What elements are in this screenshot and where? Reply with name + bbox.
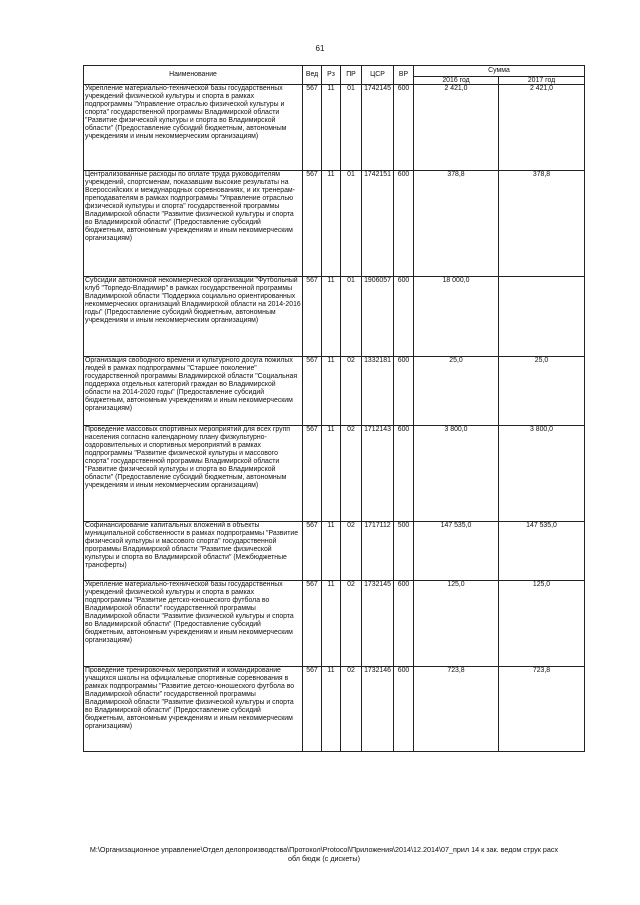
row-csr: 1332181 — [362, 357, 394, 426]
row-ved: 567 — [303, 357, 322, 426]
row-ved: 567 — [303, 581, 322, 667]
table-row — [84, 85, 585, 171]
row-pr: 02 — [341, 426, 362, 522]
header-vr: ВР — [394, 66, 414, 85]
table-row — [84, 357, 585, 426]
row-sum-2017 — [499, 277, 585, 357]
row-pr: 02 — [341, 522, 362, 581]
row-rz: 11 — [322, 522, 341, 581]
table-header — [84, 66, 585, 85]
row-rz: 11 — [322, 581, 341, 667]
row-csr: 1717112 — [362, 522, 394, 581]
row-pr: 01 — [341, 171, 362, 277]
row-sum-2017: 147 535,0 — [499, 522, 585, 581]
file-path-footer — [60, 845, 588, 863]
row-sum-2017: 3 800,0 — [499, 426, 585, 522]
footer-line-1: M:\Организационное управление\Отдел делопроизводства\Протокол\Protocol\Приложения\2014\12.2014\07_прил 14 к зак. ведом струк расх — [89, 845, 559, 854]
row-sum-2016: 3 800,0 — [414, 426, 499, 522]
budget-table — [83, 65, 585, 752]
row-sum-2017: 2 421,0 — [499, 85, 585, 171]
header-csr: ЦСР — [362, 66, 394, 85]
footer-line-2: обл бюдж (с дискеты) — [288, 854, 360, 863]
row-sum-2017: 378,8 — [499, 171, 585, 277]
row-sum-2016: 723,8 — [414, 667, 499, 752]
page-number: 61 — [315, 44, 325, 53]
row-name: Софинансирование капитальных вложений в объекты муниципальной собственности в рамках подпрограммы "Развитие физической культуры и массового спорта" государственной программы Владимирской области "Развитие физической культуры и спорта во Владимирской области" (Межбюджетные трансферты) — [84, 522, 303, 581]
row-name: Проведение массовых спортивных мероприятий для всех групп населения согласно календарному плану физкультурно-оздоровительных и спортивных мероприятий в рамках подпрограммы "Развитие физической культуры и массового спорта" государственной программы Владимирской области "Развитие физической культуры и спорта во Владимирской области" (Предоставление субсидий бюджетным, автономным учреждениям и иным некоммерческим организациям) — [84, 426, 303, 522]
row-rz: 11 — [322, 85, 341, 171]
row-name: Централизованные расходы по оплате труда руководителям учреждений, спортсменам, показавшим высокие результаты на Всероссийских и международных соревнованиях, и их тренерам-преподавателям в рамках подпрограммы "Управление отраслью физической культуры и спорта" государственной программы Владимирской области "Развитие физической культуры и спорта во Владимирской области" (Предоставление субсидий бюджетным, автономным учреждениям и иным некоммерческим организациям) — [84, 171, 303, 277]
row-vr: 600 — [394, 667, 414, 752]
row-vr: 500 — [394, 522, 414, 581]
row-sum-2017: 25,0 — [499, 357, 585, 426]
row-sum-2016: 125,0 — [414, 581, 499, 667]
header-ved: Вед — [303, 66, 322, 85]
row-sum-2016: 147 535,0 — [414, 522, 499, 581]
row-name: Субсидии автономной некоммерческой организации "Футбольный клуб "Торпедо-Владимир" в рамках государственной программы Владимирской области "Поддержка социально ориентированных некоммерческих организаций Владимирской области на 2014-2016 годы" (Предоставление субсидий бюджетным, автономным учреждениям и иным некоммерческим организациям) — [84, 277, 303, 357]
row-name: Укрепление материально-технической базы государственных учреждений физической культуры и спорта в рамках подпрограммы "Развитие детско-юношеского футбола во Владимирской области" государственной программы Владимирской области "Развитие физической культуры и спорта во Владимирской области" (Предоставление субсидий бюджетным, автономным учреждениям и иным некоммерческим организациям) — [84, 581, 303, 667]
header-name: Наименование — [84, 66, 303, 85]
row-vr: 600 — [394, 357, 414, 426]
row-ved: 567 — [303, 171, 322, 277]
header-pr: ПР — [341, 66, 362, 85]
row-name: Укрепление материально-технической базы государственных учреждений физической культуры и спорта в рамках подпрограммы "Управление отраслью физической культуры и спорта" государственной программы Владимирской области "Развитие физической культуры и спорта во Владимирской области" (Предоставление субсидий бюджетным, автономным учреждениям и иным некоммерческим организациям) — [84, 85, 303, 171]
row-csr: 1732146 — [362, 667, 394, 752]
row-csr: 1742151 — [362, 171, 394, 277]
table-row — [84, 277, 585, 357]
row-sum-2016: 18 000,0 — [414, 277, 499, 357]
row-rz: 11 — [322, 277, 341, 357]
header-2016: 2016 год — [414, 77, 499, 85]
row-ved: 567 — [303, 277, 322, 357]
row-csr: 1906057 — [362, 277, 394, 357]
table-row — [84, 522, 585, 581]
row-vr: 600 — [394, 277, 414, 357]
row-sum-2016: 25,0 — [414, 357, 499, 426]
row-pr: 01 — [341, 85, 362, 171]
row-pr: 02 — [341, 357, 362, 426]
table-row — [84, 667, 585, 752]
table-row — [84, 171, 585, 277]
header-sum: Сумма — [414, 66, 585, 77]
row-rz: 11 — [322, 171, 341, 277]
row-pr: 02 — [341, 667, 362, 752]
row-name: Организация свободного времени и культурного досуга пожилых людей в рамках подпрограммы "Старшее поколение" государственной программы Владимирской области "Социальная поддержка отдельных категорий граждан во Владимирской области на 2014-2020 годы" (Предоставление субсидий бюджетным, автономным учреждениям и иным некоммерческим организациям) — [84, 357, 303, 426]
row-vr: 600 — [394, 171, 414, 277]
row-ved: 567 — [303, 85, 322, 171]
row-csr: 1712143 — [362, 426, 394, 522]
row-ved: 567 — [303, 667, 322, 752]
row-sum-2016: 2 421,0 — [414, 85, 499, 171]
row-rz: 11 — [322, 357, 341, 426]
row-vr: 600 — [394, 581, 414, 667]
row-pr: 02 — [341, 581, 362, 667]
row-rz: 11 — [322, 667, 341, 752]
table-row — [84, 426, 585, 522]
row-pr: 01 — [341, 277, 362, 357]
row-vr: 600 — [394, 85, 414, 171]
row-sum-2016: 378,8 — [414, 171, 499, 277]
row-vr: 600 — [394, 426, 414, 522]
row-ved: 567 — [303, 426, 322, 522]
header-rz: Рз — [322, 66, 341, 85]
row-csr: 1742145 — [362, 85, 394, 171]
row-name: Проведение тренировочных мероприятий и командирование учащихся школы на официальные спортивные соревнования в рамках подпрограммы "Развитие детско-юношеского футбола во Владимирской области" государственной программы Владимирской области "Развитие физической культуры и спорта во Владимирской области" (Предоставление субсидий бюджетным, автономным учреждениям и иным некоммерческим организациям) — [84, 667, 303, 752]
row-csr: 1732145 — [362, 581, 394, 667]
row-sum-2017: 723,8 — [499, 667, 585, 752]
table-body — [84, 85, 585, 752]
header-2017: 2017 год — [499, 77, 585, 85]
row-rz: 11 — [322, 426, 341, 522]
table-row — [84, 581, 585, 667]
row-ved: 567 — [303, 522, 322, 581]
row-sum-2017: 125,0 — [499, 581, 585, 667]
